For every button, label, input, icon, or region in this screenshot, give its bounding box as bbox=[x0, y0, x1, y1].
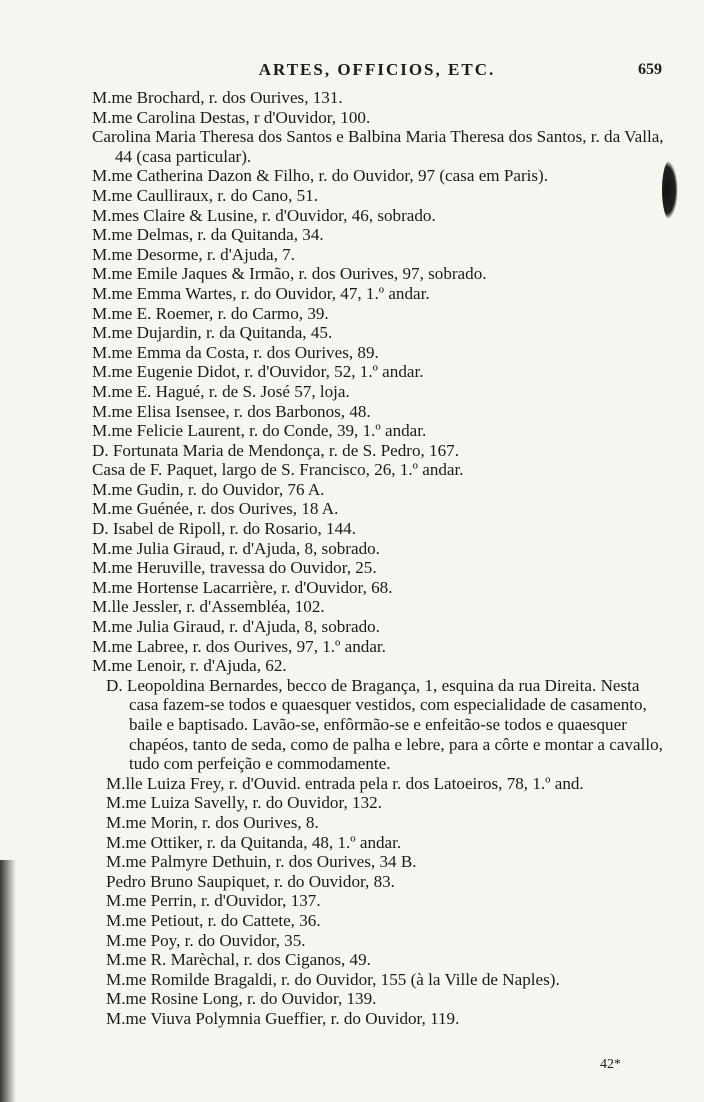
list-item: M.me R. Marèchal, r. dos Ciganos, 49. bbox=[106, 950, 371, 970]
list-item: M.me Emma Wartes, r. do Ouvidor, 47, 1.º andar. bbox=[92, 283, 430, 303]
page-number: 659 bbox=[638, 61, 662, 78]
directory-listing bbox=[92, 88, 672, 1029]
running-title: ARTES, OFFICIOS, ETC. bbox=[258, 60, 496, 79]
list-item: M.me Labree, r. dos Ourives, 97, 1.º andar. bbox=[92, 636, 386, 656]
list-item: M.me Palmyre Dethuin, r. dos Ourives, 34 B. bbox=[106, 852, 417, 872]
list-item: M.me Eugenie Didot, r. d'Ouvidor, 52, 1.º andar. bbox=[92, 362, 424, 382]
list-item: M.me Desorme, r. d'Ajuda, 7. bbox=[92, 244, 295, 264]
list-item: M.lle Jessler, r. d'Assembléa, 102. bbox=[92, 597, 325, 617]
list-item: Casa de F. Paquet, largo de S. Francisco, 26, 1.º andar. bbox=[92, 460, 464, 480]
list-item: M.me Perrin, r. d'Ouvidor, 137. bbox=[106, 891, 321, 911]
list-item: M.me E. Roemer, r. do Carmo, 39. bbox=[92, 303, 329, 323]
list-item: M.me Guénée, r. dos Ourives, 18 A. bbox=[92, 499, 339, 519]
list-item: D. Isabel de Ripoll, r. do Rosario, 144. bbox=[92, 519, 356, 539]
list-item: M.me Caulliraux, r. do Cano, 51. bbox=[92, 185, 318, 205]
list-item: M.me Luiza Savelly, r. do Ouvidor, 132. bbox=[106, 793, 382, 813]
list-item: M.me Gudin, r. do Ouvidor, 76 A. bbox=[92, 479, 325, 499]
signature-mark: 42* bbox=[600, 1057, 621, 1072]
list-item: D. Leopoldina Bernardes, becco de Bragança, 1, esquina da rua Direita. Nesta casa fazem-se todos e quaesquer vestidos, com especialidade de casamento, baile e baptisado. Lavão-se, enfôrmão-se e enfeitão-se todos e quaesquer chapéos, tanto de seda, como de palha e lebre, para a côrte e montar a cavallo, tudo com perfeição e commodamente. bbox=[106, 675, 663, 774]
binding-shadow bbox=[662, 160, 678, 220]
list-item: M.me Romilde Bragaldi, r. do Ouvidor, 155 (à la Ville de Naples). bbox=[106, 969, 560, 989]
list-item: M.me Julia Giraud, r. d'Ajuda, 8, sobrado. bbox=[92, 617, 380, 637]
list-item: Carolina Maria Theresa dos Santos e Balbina Maria Theresa dos Santos, r. da Valla, 44 (casa particular). bbox=[92, 127, 664, 166]
list-item: M.me E. Hagué, r. de S. José 57, loja. bbox=[92, 381, 350, 401]
list-item: M.me Petiout, r. do Cattete, 36. bbox=[106, 910, 321, 930]
page-header bbox=[92, 60, 662, 82]
list-item: M.me Julia Giraud, r. d'Ajuda, 8, sobrado. bbox=[92, 538, 380, 558]
list-item: M.lle Luiza Frey, r. d'Ouvid. entrada pela r. dos Latoeiros, 78, 1.º and. bbox=[106, 773, 584, 793]
list-item: M.mes Claire & Lusine, r. d'Ouvidor, 46, sobrado. bbox=[92, 205, 436, 225]
list-item: M.me Brochard, r. dos Ourives, 131. bbox=[92, 88, 343, 107]
list-item: M.me Catherina Dazon & Filho, r. do Ouvidor, 97 (casa em Paris). bbox=[92, 166, 549, 186]
list-item: M.me Emma da Costa, r. dos Ourives, 89. bbox=[92, 342, 379, 362]
list-item: D. Fortunata Maria de Mendonça, r. de S. Pedro, 167. bbox=[92, 440, 459, 460]
list-item: M.me Delmas, r. da Quitanda, 34. bbox=[92, 225, 324, 245]
list-item: M.me Morin, r. dos Ourives, 8. bbox=[106, 812, 319, 832]
list-item: M.me Felicie Laurent, r. do Conde, 39, 1.º andar. bbox=[92, 421, 427, 441]
list-item: M.me Carolina Destas, r d'Ouvidor, 100. bbox=[92, 107, 371, 127]
list-item: M.me Emile Jaques & Irmão, r. dos Ourives, 97, sobrado. bbox=[92, 264, 487, 284]
list-item: M.me Hortense Lacarrière, r. d'Ouvidor, 68. bbox=[92, 577, 393, 597]
list-item: M.me Rosine Long, r. do Ouvidor, 139. bbox=[106, 989, 377, 1009]
list-item: M.me Elisa Isensee, r. dos Barbonos, 48. bbox=[92, 401, 371, 421]
list-item: Pedro Bruno Saupiquet, r. do Ouvidor, 83. bbox=[106, 871, 395, 891]
list-item: M.me Lenoir, r. d'Ajuda, 62. bbox=[92, 656, 287, 676]
list-item: M.me Heruville, travessa do Ouvidor, 25. bbox=[92, 558, 377, 578]
list-item: M.me Dujardin, r. da Quitanda, 45. bbox=[92, 323, 333, 343]
list-item: M.me Ottiker, r. da Quitanda, 48, 1.º andar. bbox=[106, 832, 402, 852]
page-edge-shadow bbox=[0, 860, 16, 1102]
list-item: M.me Poy, r. do Ouvidor, 35. bbox=[106, 930, 306, 950]
list-item: M.me Viuva Polymnia Gueffier, r. do Ouvidor, 119. bbox=[106, 1008, 460, 1028]
